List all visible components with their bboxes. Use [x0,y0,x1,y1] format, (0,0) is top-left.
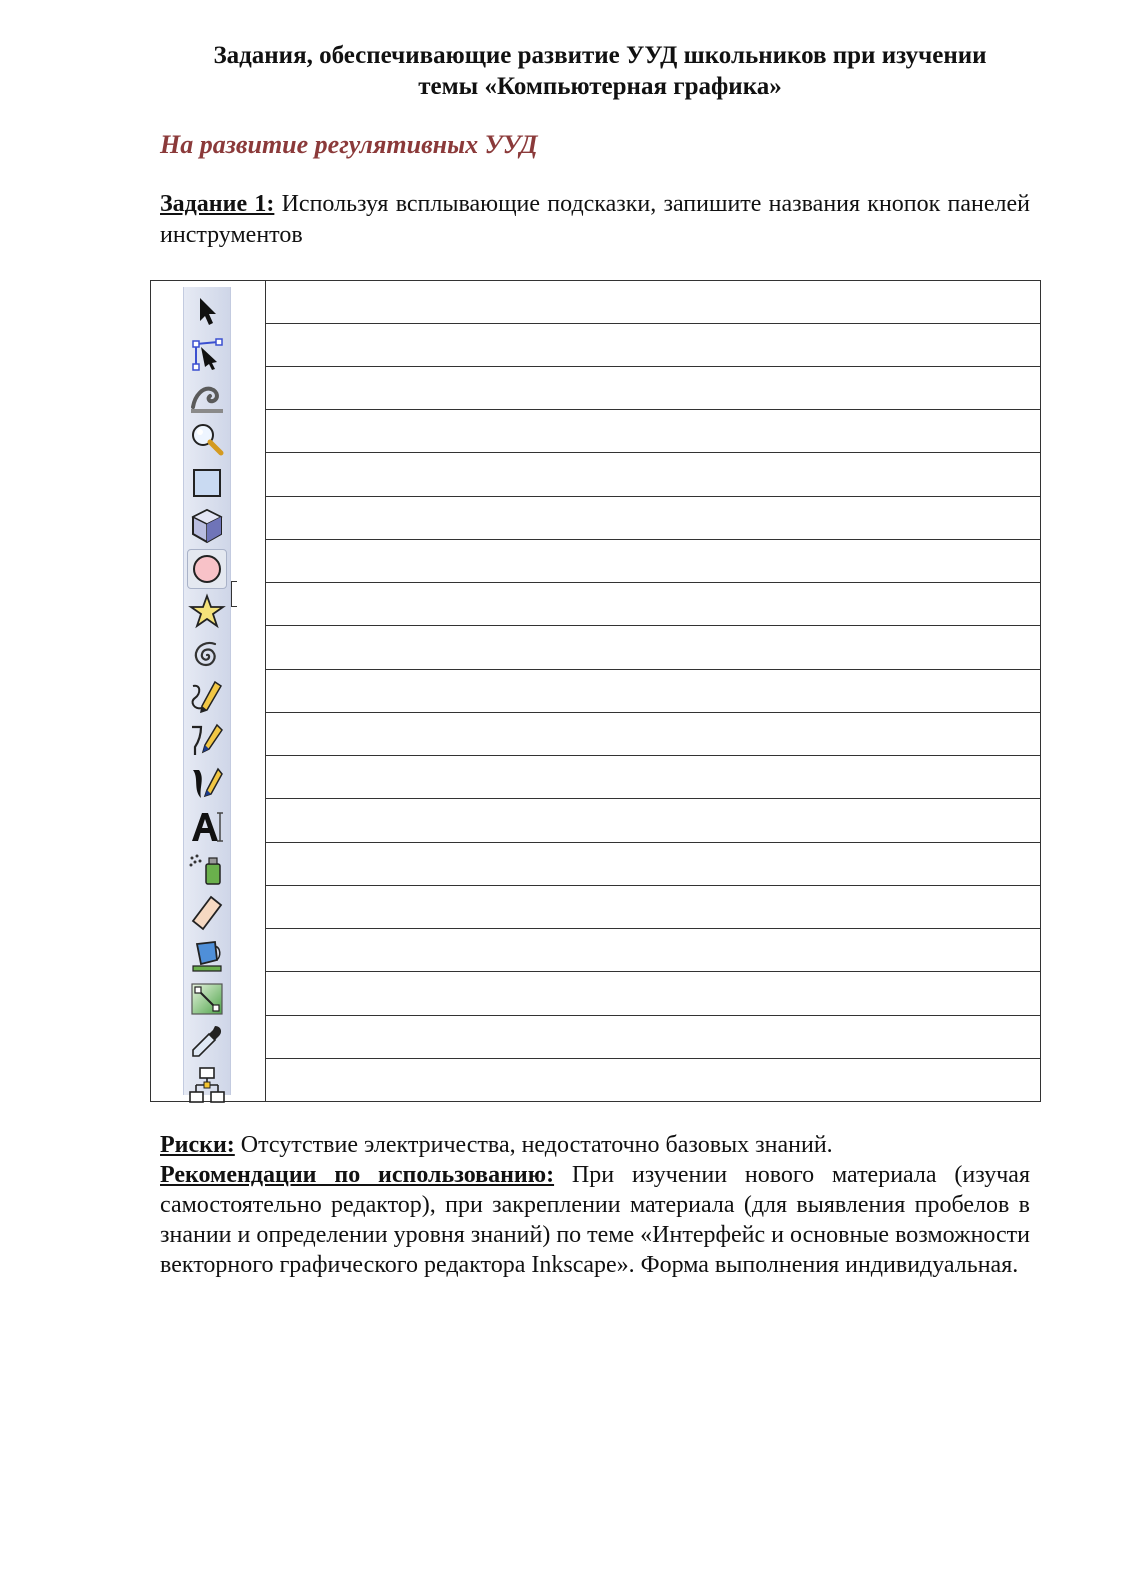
bezier-pen-icon [187,721,227,761]
answer-line [266,452,1040,453]
answer-line [266,842,1040,843]
risks-label: Риски: [160,1132,235,1158]
answer-line [266,1058,1040,1059]
toolbar-icon-column [151,281,266,1101]
answer-line [266,366,1040,367]
answer-column [266,281,1040,1101]
recommendations-text: При изучении нового материала (изучая самостоятельно редактор), при закреплении материала (для выявления пробелов в знании и определении уровня знаний) по теме «Интерфейс и основные возможности векторного графического редактора Inkscape». Форма выполнения индивидуальная. [160,1162,1030,1278]
paint-bucket-icon [187,936,227,976]
title-line-2: темы «Компьютерная графика» [418,73,782,100]
star-polygon-tool-icon [187,592,227,632]
recommendations-paragraph [160,1160,1030,1280]
answer-line [266,1015,1040,1016]
answer-line [266,539,1040,540]
zoom-magnifier-icon [187,420,227,460]
toolbar-worksheet-table [150,280,1041,1102]
answer-line [266,928,1040,929]
risks-text: Отсутствие электричества, недостаточно базовых знаний. [234,1132,833,1158]
answer-line [266,755,1040,756]
node-editor-icon [187,334,227,374]
answer-line [266,798,1040,799]
3d-box-tool-icon [187,506,227,546]
answer-line [266,582,1040,583]
task-paragraph [160,189,1030,251]
answer-line [266,323,1040,324]
recommendations-label: Рекомендации по использованию: [160,1162,555,1188]
task-text: Используя всплывающие подсказки, запишите названия кнопок панелей инструментов [160,191,1031,248]
section-heading: На развитие регулятивных УУД [160,130,538,159]
answer-line [266,971,1040,972]
ellipse-tool-icon [187,549,227,589]
answer-line [266,669,1040,670]
spiral-tool-icon [187,635,227,675]
answer-line [266,496,1040,497]
pencil-freehand-icon [187,678,227,718]
answer-line [266,409,1040,410]
selector-arrow-icon [187,291,227,331]
spray-tool-icon [187,850,227,890]
notes-block [160,1130,1030,1280]
risks-paragraph [160,1130,1030,1160]
answer-line [266,885,1040,886]
text-tool-icon [187,807,227,847]
title-line-1: Задания, обеспечивающие развитие УУД школьников при изучении [213,42,987,69]
answer-line [266,712,1040,713]
task-label: Задание 1: [160,191,275,217]
answer-line [266,625,1040,626]
tooltip-bracket [231,581,237,607]
eraser-tool-icon [187,893,227,933]
rectangle-tool-icon [187,463,227,503]
dropper-tool-icon [187,1022,227,1062]
calligraphy-pen-icon [187,764,227,804]
gradient-tool-icon [187,979,227,1019]
tweak-tool-icon [187,377,227,417]
document-title [160,40,1040,102]
inkscape-toolbox [183,287,231,1095]
connector-tool-icon [187,1065,227,1105]
